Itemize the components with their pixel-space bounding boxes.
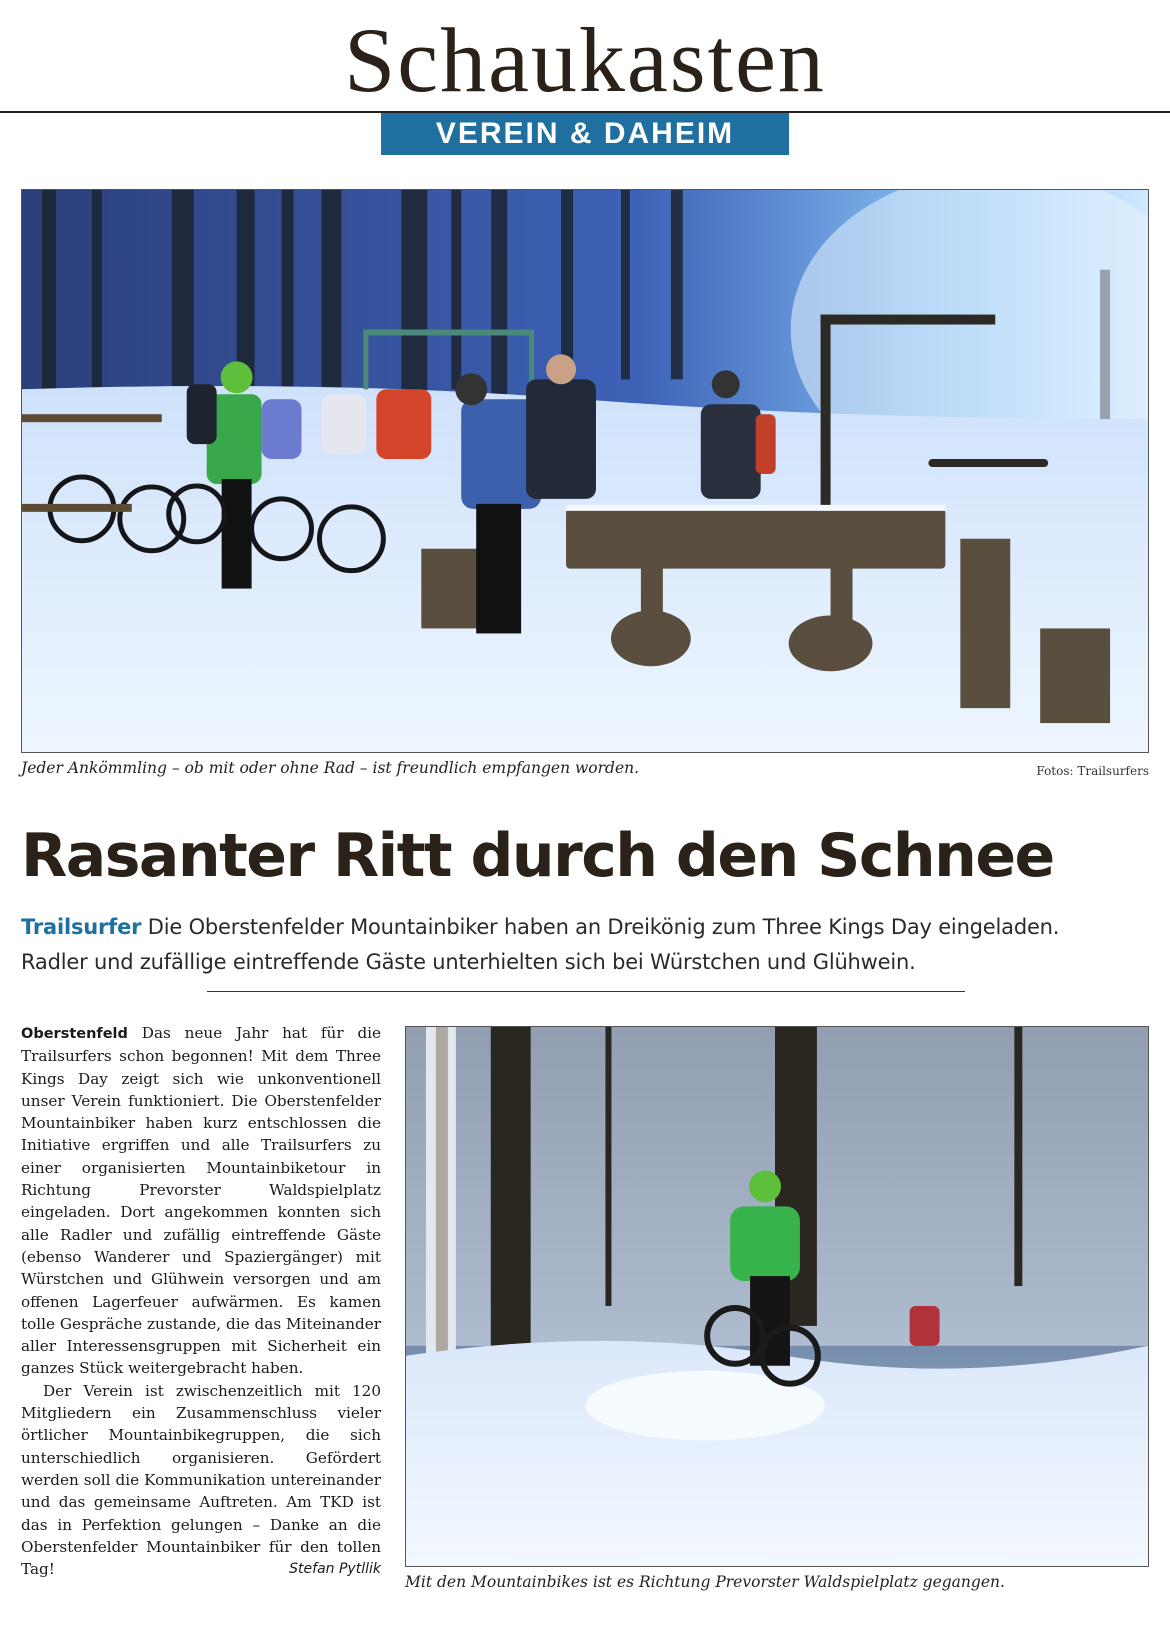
photo2-caption: Mit den Mountainbikes ist es Richtung Prevorster Waldspielplatz gegangen. — [405, 1573, 1005, 1591]
author-name: Stefan Pytllik — [289, 1561, 381, 1578]
photo1-caption: Jeder Ankömmling – ob mit oder ohne Rad – ist freundlich empfangen worden. — [21, 759, 640, 777]
body-paragraph-2 — [21, 1380, 381, 1581]
article-teaser — [21, 910, 1131, 980]
article-body — [21, 1022, 381, 1580]
body-paragraph-1 — [21, 1022, 381, 1380]
photo-gathering — [21, 189, 1149, 753]
paragraph-2-text: Der Verein ist zwischenzeitlich mit 120 Mitgliedern ein Zusammenschluss vieler örtlicher Mountainbikegruppen, die sich unterschiedlich organisieren. Gefördert werden soll die Kommunikation untereinander und das gemeinsame Auftreten. Am TKD ist das in Perfektion gelungen – Danke an die Oberstenfelder Mountainbiker für den tollen Tag! — [21, 1381, 381, 1579]
photo-rider — [405, 1026, 1149, 1567]
teaser-kicker: Trailsurfer — [21, 915, 142, 939]
masthead-title: Schaukasten — [344, 9, 826, 111]
paragraph-1-text: Das neue Jahr hat für die Trailsurfers schon begonnen! Mit dem Three Kings Day zeigt sich wie unkonventionell unser Verein funktioniert. Die Oberstenfelder Mountainbiker haben kurz entschlossen die Initiative ergriffen und alle Trailsurfers zu einer organisierten Mountainbiketour in Richtung Prevorster Waldspielplatz eingeladen. Dort angekommen konnten sich alle Radler und zufällig eintreffende Gäste (ebenso Wanderer und Spaziergänger) mit Würstchen und Glühwein versorgen und am offenen Lagerfeuer aufwärmen. Es kamen tolle Gespräche zustande, die das Miteinander aller Interessensgruppen mit Sicherheit ein ganzes Stück weitergebracht haben. — [21, 1024, 382, 1378]
ressort-badge: VEREIN & DAHEIM — [381, 113, 789, 155]
dateline: Oberstenfeld — [21, 1026, 128, 1042]
article-headline: Rasanter Ritt durch den Schnee — [21, 821, 1054, 891]
photo-credit: Fotos: Trailsurfers — [1036, 764, 1149, 778]
teaser-text: Die Oberstenfelder Mountainbiker haben an Dreikönig zum Three Kings Day eingeladen. Radler und zufällige eintreffende Gäste unterhielten sich bei Würstchen und Glühwein. — [21, 915, 1060, 974]
teaser-rule — [207, 991, 965, 992]
